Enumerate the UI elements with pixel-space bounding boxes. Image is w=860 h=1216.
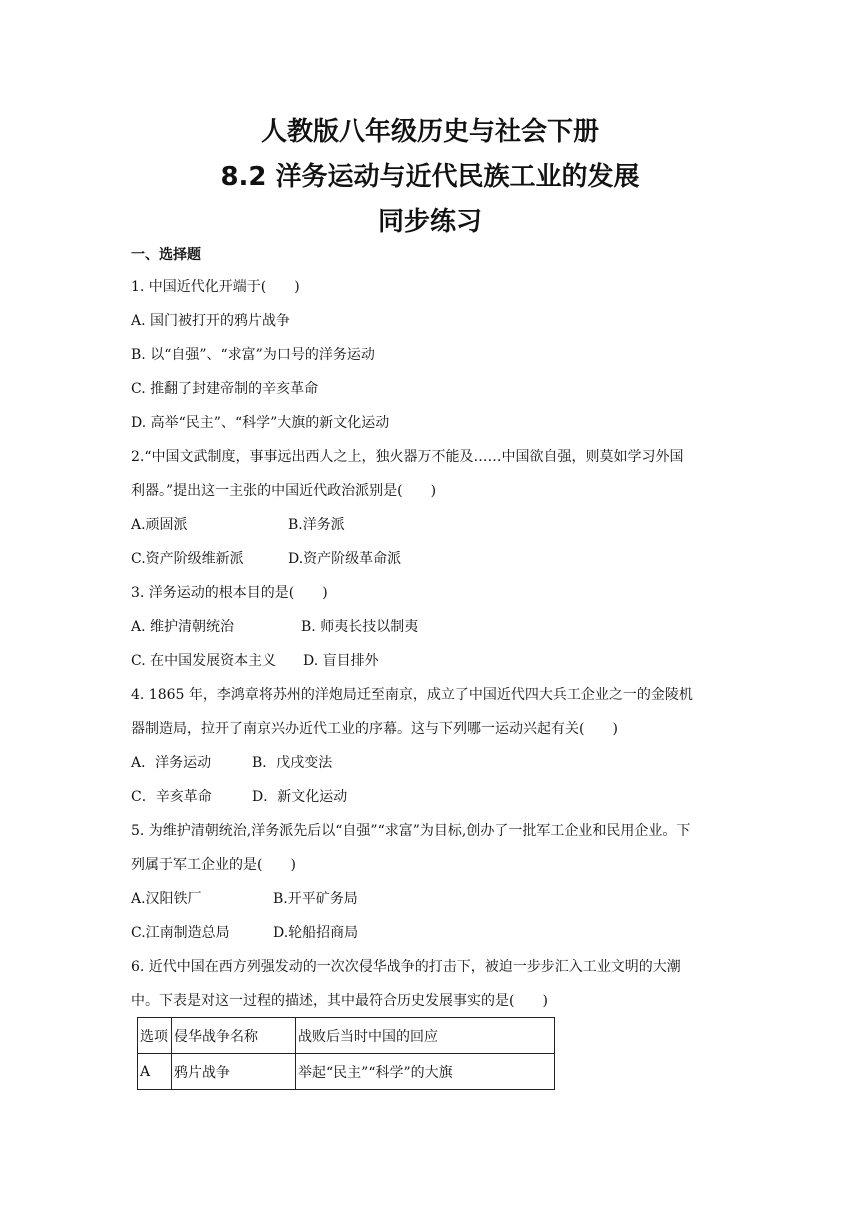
question-4-option-c: C．辛亥革命 <box>131 789 212 805</box>
question-5-option-c: C.江南制造总局 <box>131 925 230 941</box>
question-3-option-a: A. 维护清朝统治 <box>131 619 235 635</box>
question-5-options-row-2 <box>131 916 731 950</box>
question-4-options-row-2 <box>131 780 731 814</box>
question-1-option-c: C. 推翻了封建帝制的辛亥革命 <box>131 381 319 397</box>
question-6-stem-line-2: 中。下表是对这一过程的描述，其中最符合历史发展事实的是( ) <box>131 993 548 1009</box>
question-2-option-b: B.洋务派 <box>288 517 345 533</box>
title-line-1: 人教版八年级历史与社会下册 <box>260 117 599 147</box>
question-5-option-d: D.轮船招商局 <box>273 925 359 941</box>
question-2-option-d: D.资产阶级革命派 <box>288 551 402 567</box>
table-header-cell: 选项 <box>138 1018 172 1054</box>
question-1-option-a: A. 国门被打开的鸦片战争 <box>131 313 291 329</box>
title-line-2: 8.2 洋务运动与近代民族工业的发展 <box>220 162 640 192</box>
question-2-options-row-1 <box>131 508 731 542</box>
section-heading: 一、选择题 <box>131 247 201 263</box>
table-header-cell: 战败后当时中国的回应 <box>296 1018 555 1054</box>
question-4-stem-line-1: 4. 1865 年，李鸿章将苏州的洋炮局迁至南京，成立了中国近代四大兵工企业之一的金陵机 <box>131 687 693 703</box>
question-4-stem-line-2: 器制造局，拉开了南京兴办近代工业的序幕。这与下列哪一运动兴起有关( ) <box>131 721 618 737</box>
question-3-options-row-2 <box>131 644 731 678</box>
table-header-row <box>138 1018 555 1054</box>
title-line-3: 同步练习 <box>377 207 482 237</box>
question-5-option-b: B.开平矿务局 <box>273 891 358 907</box>
question-2-stem-line-1: 2.“中国文武制度，事事远出西人之上，独火器万不能及……中国欲自强，则莫如学习外国 <box>131 449 684 465</box>
question-4-option-b: B．戊戌变法 <box>252 755 333 771</box>
question-4-option-d: D．新文化运动 <box>252 789 348 805</box>
question-3-options-row-1 <box>131 610 731 644</box>
table-cell: A <box>138 1054 172 1090</box>
question-3-option-c: C. 在中国发展资本主义 <box>131 653 277 669</box>
title-block <box>0 110 860 245</box>
question-3-stem: 3. 洋务运动的根本目的是( ) <box>131 585 328 601</box>
question-2-option-c: C.资产阶级维新派 <box>131 551 244 567</box>
question-5-stem-line-2: 列属于军工企业的是( ) <box>131 857 296 873</box>
table-cell: 鸦片战争 <box>172 1054 296 1090</box>
question-5-option-a: A.汉阳铁厂 <box>131 891 202 907</box>
table-header-cell: 侵华战争名称 <box>172 1018 296 1054</box>
question-list <box>131 270 731 1018</box>
question-4-options-row-1 <box>131 746 731 780</box>
table-row <box>138 1054 555 1090</box>
table-cell: 举起“民主”“科学”的大旗 <box>296 1054 555 1090</box>
question-2-options-row-2 <box>131 542 731 576</box>
question-1-option-b: B. 以“自强”、“求富”为口号的洋务运动 <box>131 347 375 363</box>
question-1-stem: 1. 中国近代化开端于( ) <box>131 279 300 295</box>
question-6-table <box>137 1017 555 1090</box>
question-2-stem-line-2: 利器。”提出这一主张的中国近代政治派别是( ) <box>131 483 437 499</box>
question-6-stem-line-1: 6. 近代中国在西方列强发动的一次次侵华战争的打击下，被迫一步步汇入工业文明的大潮 <box>131 959 681 975</box>
question-3-option-b: B. 师夷长技以制夷 <box>301 619 419 635</box>
question-5-stem-line-1: 5. 为维护清朝统治,洋务派先后以“自强”“求富”为目标,创办了一批军工企业和民用企业。下 <box>131 823 691 839</box>
question-3-option-d: D. 盲目排外 <box>303 653 379 669</box>
question-1-option-d: D. 高举“民主”、“科学”大旗的新文化运动 <box>131 415 390 431</box>
question-4-option-a: A．洋务运动 <box>131 755 212 771</box>
question-2-option-a: A.顽固派 <box>131 517 188 533</box>
question-5-options-row-1 <box>131 882 731 916</box>
